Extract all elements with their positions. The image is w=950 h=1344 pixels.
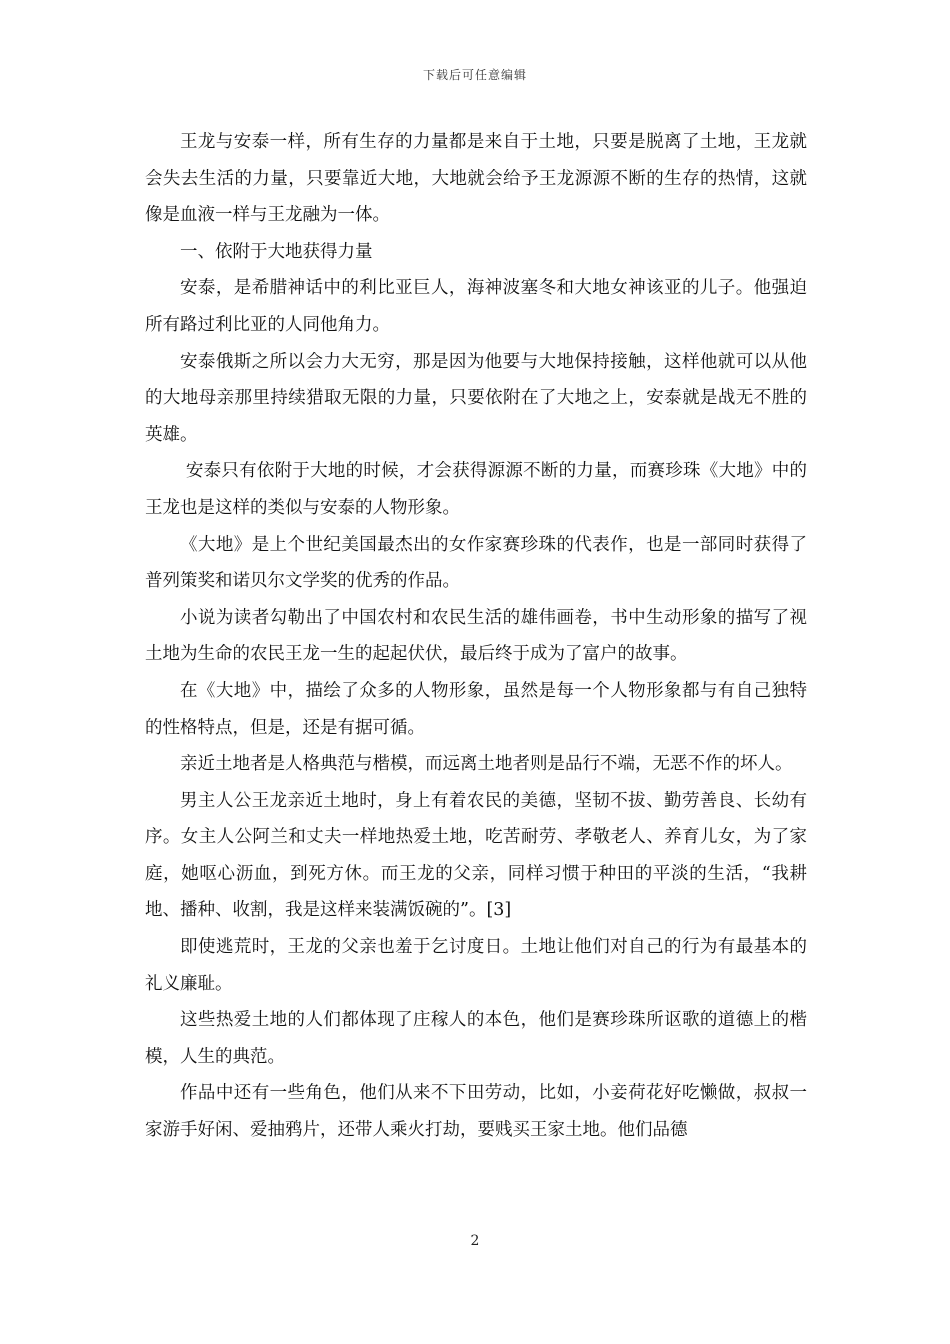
page-number: 2 [470,1233,480,1249]
paragraph: 安泰，是希腊神话中的利比亚巨人，海神波塞冬和大地女神该亚的儿子。他强迫所有路过利比亚的人同他角力。 [145,278,807,335]
document-body [145,124,807,1149]
paragraph: 王龙与安泰一样，所有生存的力量都是来自于土地，只要是脱离了土地，王龙就会失去生活的力量，只要靠近大地，大地就会给予王龙源源不断的生存的热情，这就像是血液一样与王龙融为一体。 [145,132,807,226]
paragraph: 安泰只有依附于大地的时候，才会获得源源不断的力量，而赛珍珠《大地》中的王龙也是这样的类似与安泰的人物形象。 [145,461,807,518]
page-header: 下载后可任意编辑 [422,68,527,82]
paragraph: 这些热爱土地的人们都体现了庄稼人的本色，他们是赛珍珠所讴歌的道德上的楷模，人生的典范。 [145,1010,807,1067]
paragraph: 《大地》是上个世纪美国最杰出的女作家赛珍珠的代表作，也是一部同时获得了普列策奖和诺贝尔文学奖的优秀的作品。 [145,534,807,592]
paragraph: 即使逃荒时，王龙的父亲也羞于乞讨度日。土地让他们对自己的行为有最基本的礼义廉耻。 [145,937,807,994]
paragraph: 小说为读者勾勒出了中国农村和农民生活的雄伟画卷，书中生动形象的描写了视土地为生命的农民王龙一生的起起伏伏，最后终于成为了富户的故事。 [145,607,807,665]
paragraph: 作品中还有一些角色，他们从来不下田劳动，比如，小妾荷花好吃懒做，叔叔一家游手好闲、爱抽鸦片，还带人乘火打劫，要贱买王家土地。他们品德 [145,1083,807,1141]
paragraph: 男主人公王龙亲近土地时，身上有着农民的美德，坚韧不拔、勤劳善良、长幼有序。女主人公阿兰和丈夫一样地热爱土地，吃苦耐劳、孝敬老人、养育儿女，为了家庭，她呕心沥血，到死方休。而王龙的父亲，同样习惯于种田的平淡的生活，“我耕地、播种、收割，我是这样来装满饭碗的”。[3] [145,790,807,921]
paragraph: 在《大地》中，描绘了众多的人物形象，虽然是每一个人物形象都与有自己独特的性格特点，但是，还是有据可循。 [145,680,807,738]
paragraph: 亲近土地者是人格典范与楷模，而远离土地者则是品行不端，无恶不作的坏人。 [180,754,793,775]
section-heading: 一、依附于大地获得力量 [180,241,373,262]
paragraph: 安泰俄斯之所以会力大无穷，那是因为他要与大地保持接触，这样他就可以从他的大地母亲那里持续猎取无限的力量，只要依附在了大地之上，安泰就是战无不胜的英雄。 [145,351,807,445]
